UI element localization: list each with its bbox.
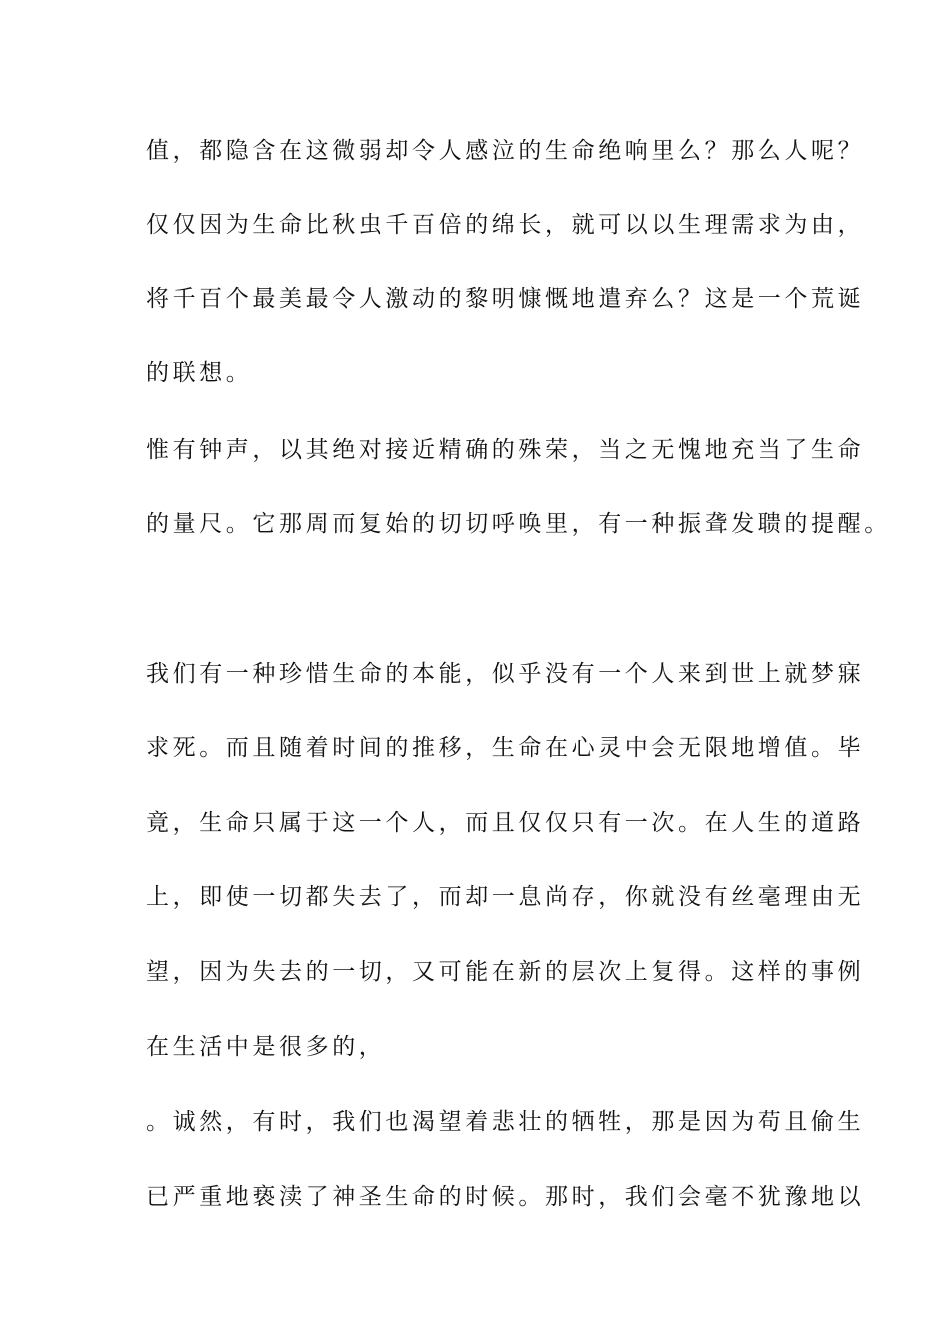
text-line: 我们有一种珍惜生命的本能，似乎没有一个人来到世上就梦寐 xyxy=(146,661,865,687)
text-line: 。诚然，有时，我们也渴望着悲壮的牺牲，那是因为苟且偷生 xyxy=(146,1109,865,1135)
text-line: 将千百个最美最令人激动的黎明慷慨地遣弃么？这是一个荒诞 xyxy=(146,286,865,312)
text-line: 望，因为失去的一切，又可能在新的层次上复得。这样的事例 xyxy=(146,959,865,985)
text-line: 惟有钟声，以其绝对接近精确的殊荣，当之无愧地充当了生命 xyxy=(146,437,865,463)
text-line: 的量尺。它那周而复始的切切呼唤里，有一种振聋发聩的提醒。 xyxy=(146,511,891,537)
text-line: 仅仅因为生命比秋虫千百倍的绵长，就可以以生理需求为由， xyxy=(146,212,865,238)
text-line: 在生活中是很多的， xyxy=(146,1034,386,1060)
text-line: 求死。而且随着时间的推移，生命在心灵中会无限地增值。毕 xyxy=(146,735,865,761)
text-line: 竟，生命只属于这一个人，而且仅仅只有一次。在人生的道路 xyxy=(146,810,865,836)
text-line: 值，都隐含在这微弱却令人感泣的生命绝响里么？那么人呢？ xyxy=(146,138,865,164)
text-line: 的联想。 xyxy=(146,360,253,386)
text-line: 上，即使一切都失去了，而却一息尚存，你就没有丝毫理由无 xyxy=(146,884,865,910)
text-line: 已严重地亵渎了神圣生命的时候。那时，我们会毫不犹豫地以 xyxy=(146,1184,865,1210)
